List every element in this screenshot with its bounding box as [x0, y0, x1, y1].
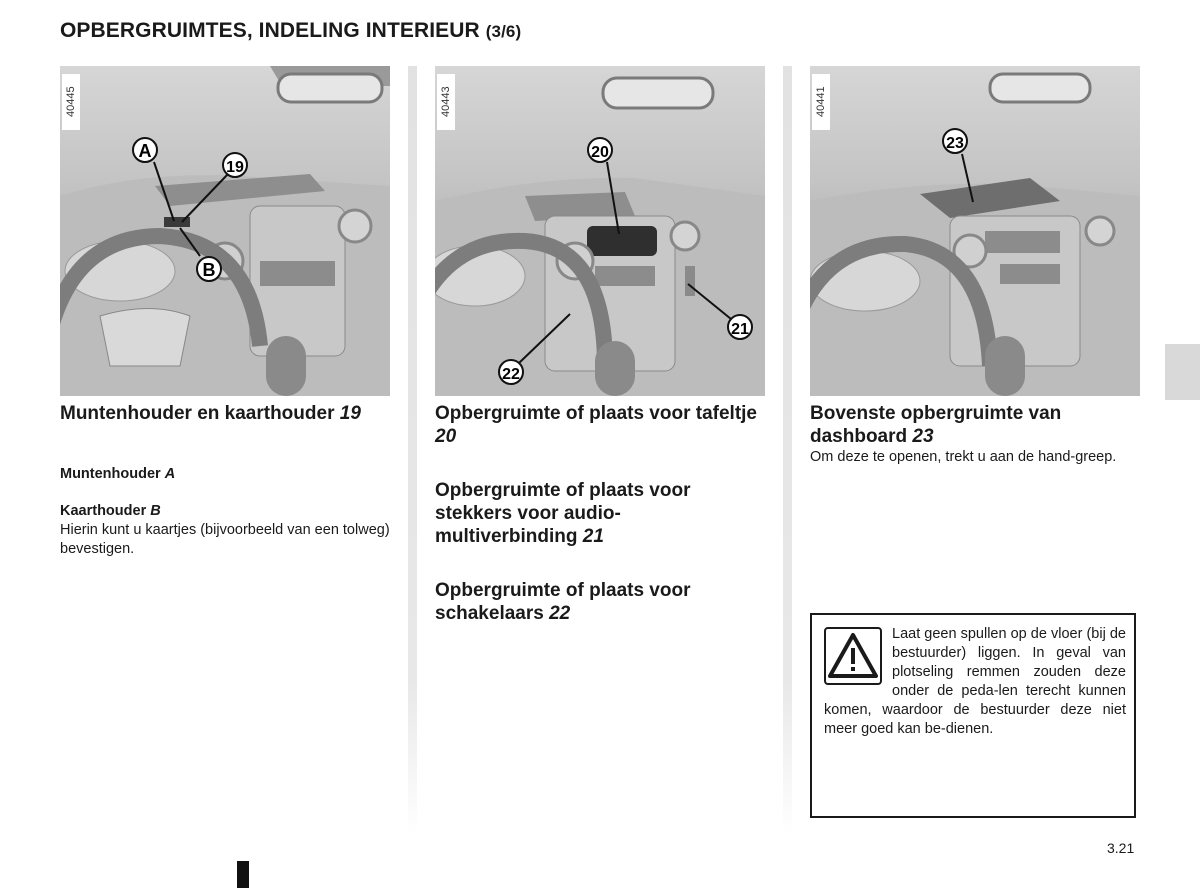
heading-text: Opbergruimte of plaats voor stekkers voor audio-multiverbinding	[435, 480, 691, 547]
column-separator	[783, 66, 792, 836]
heading-text: Bovenste opbergruimte van dashboard	[810, 403, 1062, 447]
heading-number: 22	[549, 603, 571, 624]
heading-number: 23	[912, 426, 934, 447]
item-label: Kaarthouder	[60, 503, 147, 519]
heading-switch-storage	[435, 579, 765, 625]
section-tab	[1165, 344, 1200, 400]
figure-id: 40445	[62, 74, 80, 130]
warning-box	[810, 613, 1136, 818]
callout-a: A	[138, 141, 152, 161]
callout-19: 19	[226, 159, 244, 176]
item-coin-holder	[60, 465, 175, 484]
warning-text	[824, 625, 1126, 739]
figure-callouts-1	[60, 66, 390, 396]
item-number: B	[150, 503, 161, 519]
heading-upper-dashboard-storage	[810, 402, 1140, 448]
callout-20: 20	[591, 144, 609, 161]
heading-text: Opbergruimte of plaats voor schakelaars	[435, 580, 691, 624]
callout-22: 22	[502, 366, 520, 383]
page-number: 3.21	[1107, 840, 1135, 856]
heading-number: 19	[339, 403, 361, 424]
callout-21: 21	[731, 321, 749, 338]
page-title	[60, 19, 521, 43]
item-label: Muntenhouder	[60, 466, 161, 482]
callout-23: 23	[946, 135, 964, 152]
page-title-text: OPBERGRUIMTES, INDELING INTERIEUR	[60, 19, 480, 42]
upper-storage-description: Om deze te openen, trekt u aan de hand-greep.	[810, 449, 1117, 465]
heading-number: 20	[435, 426, 457, 447]
heading-number: 21	[582, 526, 604, 547]
heading-text: Muntenhouder en kaarthouder	[60, 403, 335, 424]
figure-id: 40443	[437, 74, 455, 130]
heading-tray-storage	[435, 402, 765, 448]
card-holder-description: Hierin kunt u kaartjes (bijvoorbeeld van een tolweg) bevestigen.	[60, 522, 390, 557]
page-title-part: (3/6)	[485, 22, 522, 41]
crop-mark	[237, 861, 249, 888]
item-number: A	[164, 466, 176, 482]
callout-b: B	[202, 260, 216, 280]
warning-message: Laat geen spullen op de vloer (bij de bestuurder) liggen. In geval van plotseling remmen zouden deze onder de peda-len terecht kunnen komen, waardoor de bestuurder deze niet meer goed kan be-dienen.	[824, 626, 1126, 737]
heading-coin-card-holder	[60, 402, 390, 425]
heading-audio-connector-storage	[435, 479, 735, 548]
item-card-holder	[60, 502, 161, 521]
heading-text: Opbergruimte of plaats voor tafeltje	[435, 403, 757, 424]
column-separator	[408, 66, 417, 836]
figure-id: 40441	[812, 74, 830, 130]
figure-callouts-2	[435, 66, 765, 396]
figure-callouts-3	[810, 66, 1140, 396]
